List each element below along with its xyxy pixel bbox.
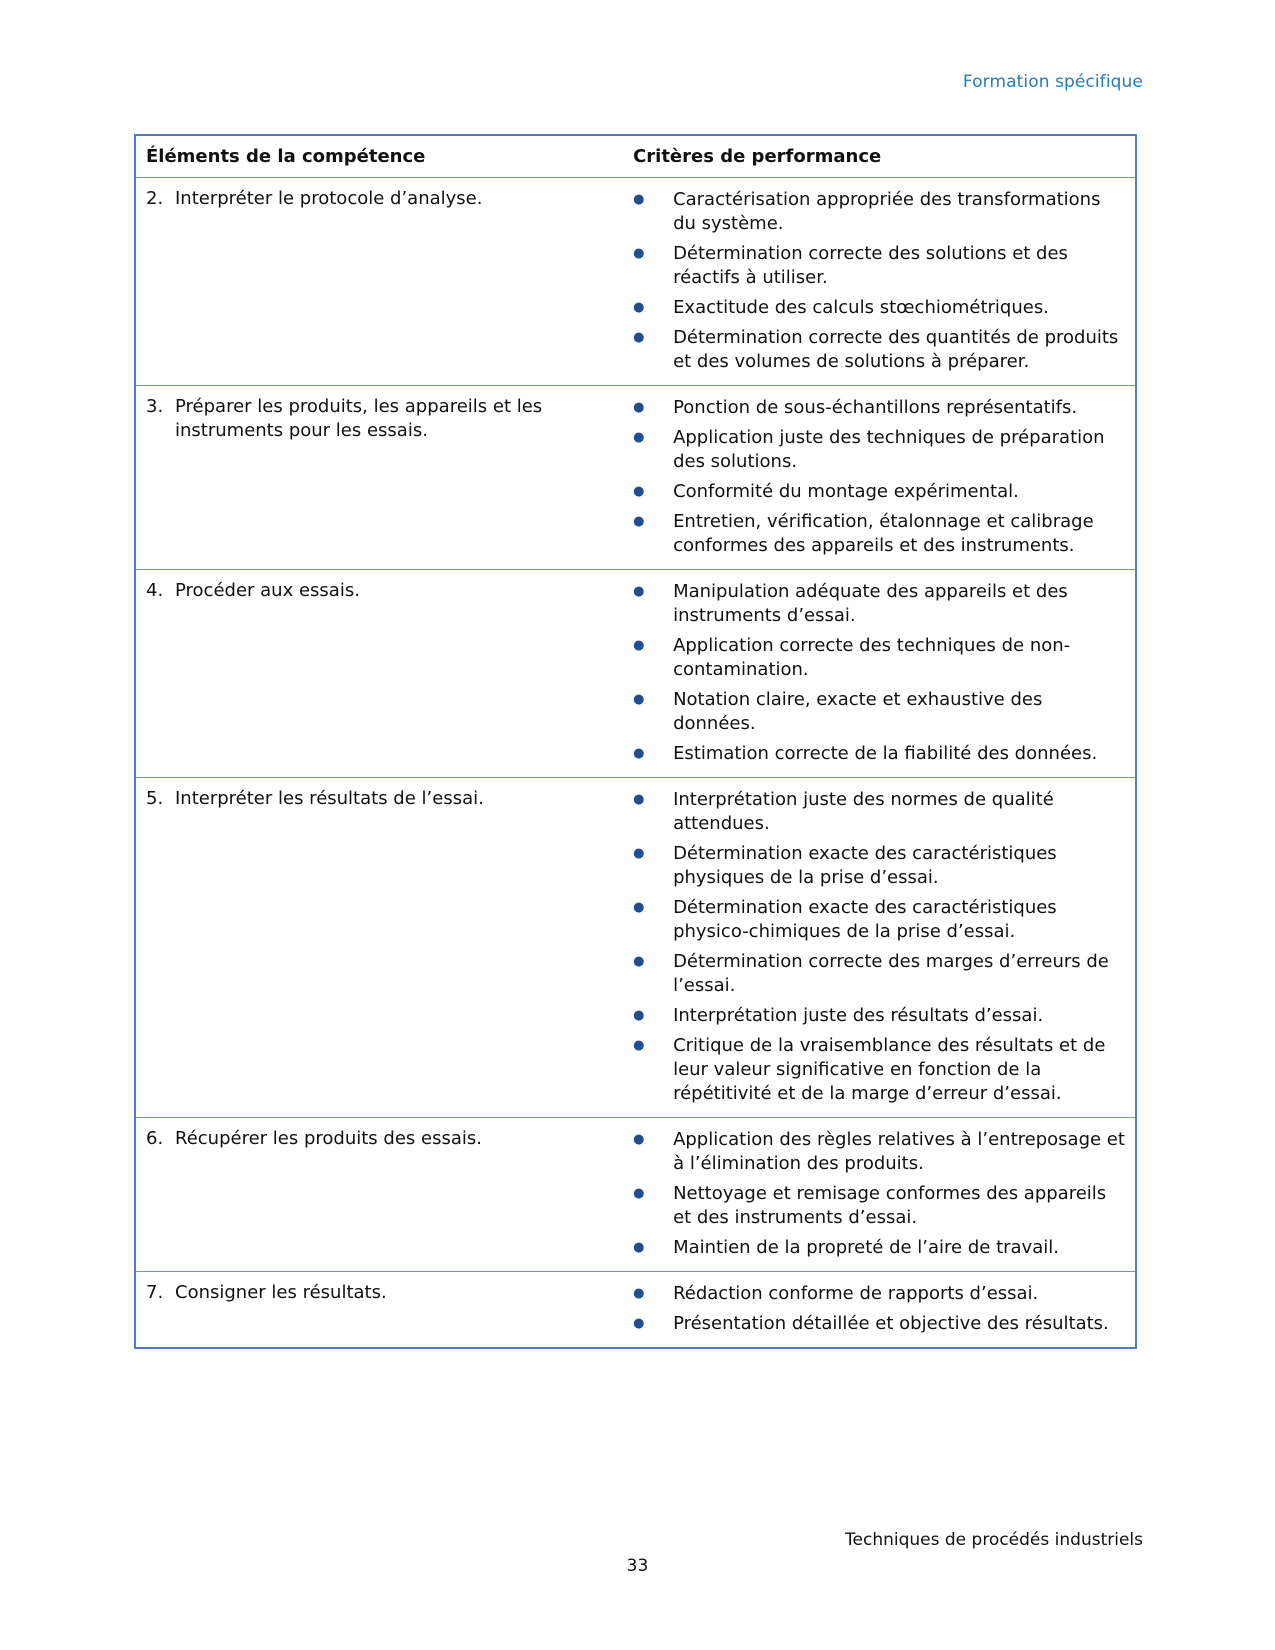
element-cell [135,386,623,570]
table-row [135,570,1136,778]
element-text: Consigner les résultats. [175,1282,387,1303]
element-number: 3. [146,396,164,417]
bullet-icon: ● [633,1240,645,1255]
element-number: 5. [146,788,164,809]
competence-element [146,787,613,811]
criteria-item [631,1282,1125,1306]
bullet-icon: ● [633,514,645,529]
element-text: Préparer les produits, les appareils et les instruments pour les essais. [175,396,543,441]
criteria-text: Détermination exacte des caractéristiques physiques de la prise d’essai. [673,843,1057,888]
element-number: 7. [146,1282,164,1303]
bullet-icon: ● [633,846,645,861]
criteria-item [631,788,1125,836]
criteria-item [631,634,1125,682]
element-cell [135,570,623,778]
competence-table [134,134,1137,1349]
bullet-icon: ● [633,584,645,599]
competence-element [146,395,613,443]
criteria-cell [623,570,1136,778]
table-row [135,178,1136,386]
element-number: 6. [146,1128,164,1149]
criteria-item [631,1034,1125,1106]
bullet-icon: ● [633,692,645,707]
criteria-item [631,1312,1125,1336]
element-cell [135,1118,623,1272]
bullet-icon: ● [633,1038,645,1053]
criteria-item [631,950,1125,998]
criteria-text: Notation claire, exacte et exhaustive des données. [673,689,1043,734]
criteria-item [631,510,1125,558]
criteria-item [631,1004,1125,1028]
criteria-list [631,1282,1125,1336]
criteria-list [631,1128,1125,1260]
criteria-text: Exactitude des calculs stœchiométriques. [673,297,1049,318]
element-text: Interpréter le protocole d’analyse. [175,188,483,209]
criteria-text: Manipulation adéquate des appareils et des instruments d’essai. [673,581,1068,626]
bullet-icon: ● [633,330,645,345]
criteria-text: Rédaction conforme de rapports d’essai. [673,1283,1039,1304]
table-header-row [135,135,1136,178]
criteria-cell [623,778,1136,1118]
bullet-icon: ● [633,430,645,445]
criteria-item [631,580,1125,628]
criteria-text: Détermination correcte des solutions et des réactifs à utiliser. [673,243,1068,288]
table-body [135,178,1136,1349]
criteria-text: Interprétation juste des normes de qualité attendues. [673,789,1054,834]
criteria-item [631,396,1125,420]
criteria-cell [623,1118,1136,1272]
criteria-text: Détermination correcte des quantités de produits et des volumes de solutions à préparer. [673,327,1119,372]
bullet-icon: ● [633,1008,645,1023]
competence-element [146,579,613,603]
criteria-item [631,688,1125,736]
bullet-icon: ● [633,1286,645,1301]
element-number: 4. [146,580,164,601]
footer-program-title: Techniques de procédés industriels [845,1530,1143,1550]
criteria-item [631,896,1125,944]
element-cell [135,778,623,1118]
bullet-icon: ● [633,1186,645,1201]
bullet-icon: ● [633,746,645,761]
criteria-item [631,1182,1125,1230]
table-row [135,778,1136,1118]
criteria-item [631,296,1125,320]
element-text: Interpréter les résultats de l’essai. [175,788,484,809]
criteria-text: Maintien de la propreté de l’aire de travail. [673,1237,1059,1258]
criteria-item [631,188,1125,236]
competence-element [146,1281,613,1305]
bullet-icon: ● [633,1132,645,1147]
criteria-text: Présentation détaillée et objective des résultats. [673,1313,1109,1334]
criteria-text: Application correcte des techniques de non-contamination. [673,635,1071,680]
criteria-cell [623,178,1136,386]
criteria-item [631,742,1125,766]
criteria-text: Application des règles relatives à l’entreposage et à l’élimination des produits. [673,1129,1125,1174]
criteria-text: Application juste des techniques de préparation des solutions. [673,427,1105,472]
table-row [135,386,1136,570]
criteria-item [631,1128,1125,1176]
column-header-elements: Éléments de la compétence [135,135,623,178]
bullet-icon: ● [633,484,645,499]
bullet-icon: ● [633,1316,645,1331]
competence-element [146,187,613,211]
criteria-list [631,396,1125,558]
column-header-criteria: Critères de performance [623,135,1136,178]
element-number: 2. [146,188,164,209]
bullet-icon: ● [633,192,645,207]
element-cell [135,178,623,386]
criteria-item [631,426,1125,474]
criteria-text: Entretien, vérification, étalonnage et calibrage conformes des appareils et des instruments. [673,511,1094,556]
bullet-icon: ● [633,638,645,653]
criteria-item [631,480,1125,504]
bullet-icon: ● [633,954,645,969]
element-text: Procéder aux essais. [175,580,360,601]
competence-element [146,1127,613,1151]
bullet-icon: ● [633,246,645,261]
bullet-icon: ● [633,300,645,315]
table-row [135,1272,1136,1349]
element-text: Récupérer les produits des essais. [175,1128,482,1149]
criteria-text: Nettoyage et remisage conformes des appareils et des instruments d’essai. [673,1183,1107,1228]
page-number: 33 [626,1556,649,1576]
element-cell [135,1272,623,1349]
criteria-text: Ponction de sous-échantillons représentatifs. [673,397,1078,418]
criteria-text: Critique de la vraisemblance des résultats et de leur valeur significative en fonction de la répétitivité et de la marge d’erreur d’essai. [673,1035,1106,1104]
bullet-icon: ● [633,900,645,915]
criteria-item [631,1236,1125,1260]
criteria-text: Conformité du montage expérimental. [673,481,1019,502]
running-header: Formation spécifique [962,72,1143,92]
criteria-item [631,842,1125,890]
criteria-list [631,580,1125,766]
criteria-list [631,788,1125,1106]
criteria-text: Caractérisation appropriée des transformations du système. [673,189,1101,234]
criteria-list [631,188,1125,374]
criteria-text: Détermination correcte des marges d’erreurs de l’essai. [673,951,1109,996]
bullet-icon: ● [633,792,645,807]
criteria-text: Détermination exacte des caractéristiques physico-chimiques de la prise d’essai. [673,897,1057,942]
criteria-item [631,242,1125,290]
criteria-item [631,326,1125,374]
criteria-text: Estimation correcte de la fiabilité des données. [673,743,1098,764]
criteria-cell [623,1272,1136,1349]
criteria-text: Interprétation juste des résultats d’essai. [673,1005,1044,1026]
criteria-cell [623,386,1136,570]
table-row [135,1118,1136,1272]
bullet-icon: ● [633,400,645,415]
